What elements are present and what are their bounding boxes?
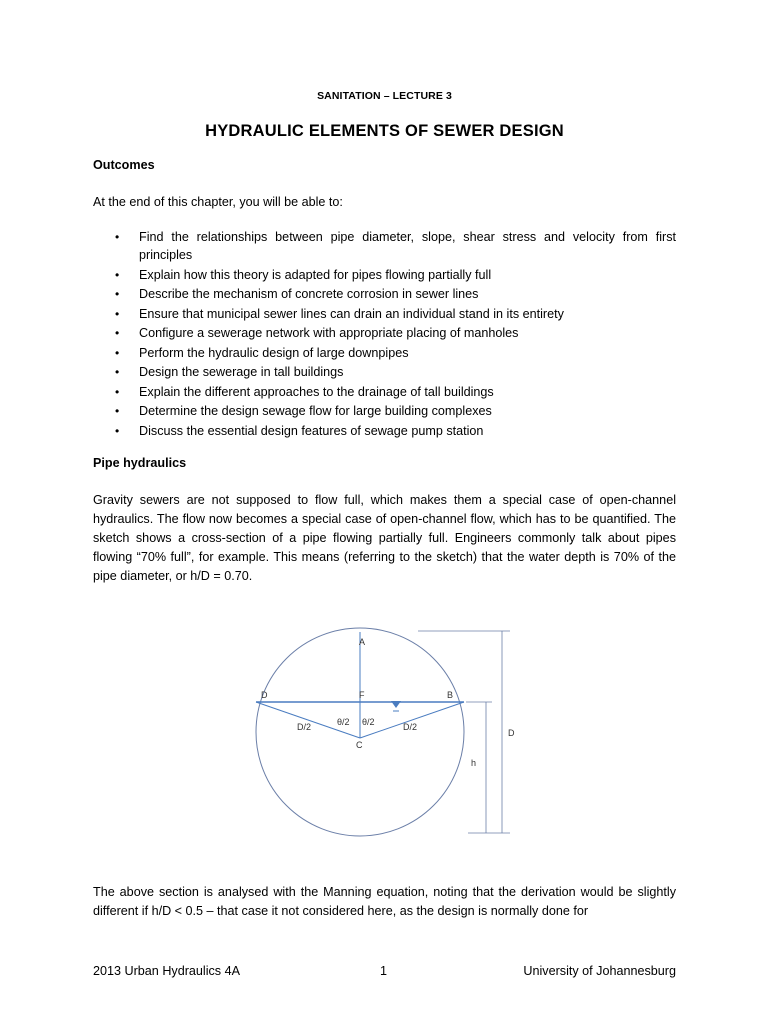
water-level-icon [391, 701, 401, 708]
pipe-hydraulics-heading: Pipe hydraulics [93, 455, 187, 470]
label-diameter: D [508, 728, 515, 738]
label-left-angle: θ/2 [337, 717, 350, 727]
bullet-icon: • [115, 230, 120, 244]
outcome-item [93, 266, 676, 284]
label-right-angle: θ/2 [362, 717, 375, 727]
footer-course: 2013 Urban Hydraulics 4A [93, 964, 241, 978]
bullet-icon: • [115, 345, 120, 360]
outcome-item [93, 228, 676, 264]
outcome-text: Describe the mechanism of concrete corrosion in sewer lines [139, 287, 479, 301]
outcome-item [93, 305, 676, 323]
page-footer [93, 962, 676, 980]
label-depth: h [471, 758, 477, 768]
footer-page-number: 1 [380, 964, 388, 978]
bullet-icon: • [115, 423, 120, 438]
lecture-label: SANITATION – LECTURE 3 [317, 90, 452, 102]
manning-paragraph: The above section is analysed with the Manning equation, noting that the derivation would be slightly different if h/D < 0.5 – that case it not considered here, as the design is normally done for [93, 885, 676, 918]
outcome-text: Discuss the essential design features of sewage pump station [139, 423, 484, 438]
label-c: C [356, 740, 363, 750]
outcome-text: Configure a sewerage network with appropriate placing of manholes [139, 326, 519, 340]
outcomes-list [93, 228, 676, 440]
label-f: F [359, 690, 365, 700]
document-title: HYDRAULIC ELEMENTS OF SEWER DESIGN [205, 122, 564, 140]
pipe-hydraulics-paragraph: Gravity sewers are not supposed to flow full, which makes them a special case of open-channel hydraulics. The flow now becomes a special case of open-channel flow, which has to be quantified. The sketch shows a cross-section of a pipe flowing partially full. Engineers commonly talk about pipes flowing “70% full”, for example. This means (referring to the sketch) that the water depth is 70% of the pipe diameter, or h/D = 0.70. [93, 492, 676, 583]
label-a: A [359, 637, 366, 647]
footer-institution: University of Johannesburg [523, 964, 676, 978]
outcome-item [93, 324, 676, 342]
outcomes-intro: At the end of this chapter, you will be able to: [93, 195, 343, 209]
outcome-text: Explain the different approaches to the drainage of tall buildings [139, 384, 494, 399]
outcome-item [93, 422, 676, 440]
page-content [93, 88, 676, 586]
label-b: B [447, 690, 454, 700]
outcome-text: Find the relationships between pipe diameter, slope, shear stress and velocity from first principles [139, 230, 676, 262]
outcome-text: Design the sewerage in tall buildings [139, 365, 344, 379]
outcome-text: Perform the hydraulic design of large downpipes [139, 345, 409, 360]
bullet-icon: • [115, 326, 120, 340]
outcome-text: Explain how this theory is adapted for pipes flowing partially full [139, 267, 492, 282]
outcome-item [93, 285, 676, 303]
outcome-item [93, 344, 676, 362]
bullet-icon: • [115, 404, 120, 418]
bullet-icon: • [115, 267, 120, 282]
outcome-text: Ensure that municipal sewer lines can drain an individual stand in its entirety [139, 306, 564, 321]
bullet-icon: • [115, 365, 120, 379]
right-radius-line [360, 702, 464, 738]
outcome-item [93, 363, 676, 381]
outcome-text: Determine the design sewage flow for large building complexes [139, 404, 492, 418]
bullet-icon: • [115, 384, 120, 399]
label-right-radius: D/2 [403, 722, 418, 732]
pipe-cross-section-svg [240, 622, 540, 837]
bullet-icon: • [115, 287, 120, 301]
bullet-icon: • [115, 306, 120, 321]
outcome-item [93, 402, 676, 420]
label-left-radius: D/2 [297, 722, 312, 732]
pipe-cross-section-diagram [240, 622, 540, 837]
outcomes-heading: Outcomes [93, 158, 155, 172]
outcome-item [93, 383, 676, 401]
label-d-left: D [261, 690, 268, 700]
